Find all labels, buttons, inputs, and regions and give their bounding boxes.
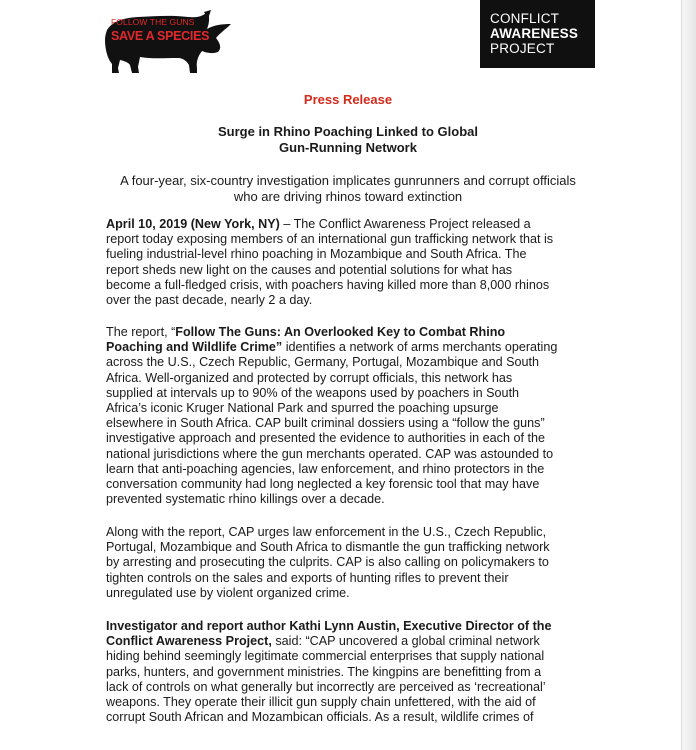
paragraph-text: Africa. Well-organized and protected by corrupt officials, this network has <box>106 370 513 385</box>
rhino-logo-line2: SAVE A SPECIES <box>111 29 210 43</box>
cap-logo-line3: PROJECT <box>490 41 555 56</box>
cap-logo-line2: AWARENESS <box>490 26 579 41</box>
paragraph-quote <box>106 619 586 725</box>
author-credit: Conflict Awareness Project, <box>106 634 272 649</box>
follow-the-guns-logo <box>104 10 234 75</box>
subheadline <box>0 173 696 205</box>
cap-logo-line1: CONFLICT <box>490 11 560 26</box>
paragraph-text: report today exposing members of an international gun trafficking network that is <box>106 232 554 247</box>
conflict-awareness-project-logo <box>480 0 595 68</box>
paragraph-text: prevented systematic rhino killings over a decade. <box>106 492 385 507</box>
paragraph-urges <box>106 525 586 601</box>
report-title: Poaching and Wildlife Crime” <box>106 340 283 355</box>
paragraph-text: supplied at intervals up to 90% of the weapons used by poachers in South <box>106 385 520 400</box>
press-release-label: Press Release <box>303 92 393 107</box>
paragraph-text: parks, hunters, and government ministries. The kingpins are benefitting from a <box>106 664 542 679</box>
paragraph-text: The report, “ <box>106 325 176 339</box>
paragraph-text: Portugal, Mozambique and South Africa to dismantle the gun trafficking network <box>106 540 550 555</box>
paragraph-text: – The Conflict Awareness Project released a <box>279 217 531 231</box>
paragraph-text: identifies a network of arms merchants operating <box>282 340 558 355</box>
headline-line1: Surge in Rhino Poaching Linked to Global <box>217 124 478 139</box>
paragraph-text: lack of controls on what generally but incorrectly are perceived as ‘recreational’ <box>106 679 546 694</box>
paragraph-text: said: “CAP uncovered a global criminal network <box>271 634 540 649</box>
paragraph-text: hiding behind seemingly legitimate commercial enterprises that supply national <box>106 649 545 664</box>
paragraph-text: learn that anti-poaching agencies, law enforcement, and rhino protectors in the <box>106 461 545 476</box>
paragraph-text: fueling industrial-level rhino poaching in Mozambique and South Africa. The <box>106 247 527 262</box>
paragraph-text: over the past decade, nearly 2 a day. <box>106 293 313 308</box>
paragraph-text: Along with the report, CAP urges law enforcement in the U.S., Czech Republic, <box>106 525 547 539</box>
subheadline-line1: A four-year, six-country investigation implicates gunrunners and corrupt officials <box>120 173 576 188</box>
paragraph-text: weapons. They operate their illicit gun supply chain unfettered, with the aid of <box>106 695 536 710</box>
paragraph-text: report sheds new light on the causes and potential solutions for what has <box>106 262 513 277</box>
page-edge-shadow <box>681 0 696 750</box>
rhino-logo-line1: FOLLOW THE GUNS <box>111 17 195 27</box>
dateline: April 10, 2019 (New York, NY) <box>106 217 280 231</box>
headline-line2: Gun-Running Network <box>279 140 417 155</box>
subheadline-line2: who are driving rhinos toward extinction <box>233 189 463 204</box>
paragraph-text: tighten controls on the sales and exports of hunting rifles to prevent their <box>106 570 509 585</box>
paragraph-text: unregulated use by violent organized crime. <box>106 585 350 600</box>
headline <box>0 124 696 156</box>
paragraph-dateline <box>106 217 586 308</box>
paragraph-report <box>106 325 586 507</box>
paragraph-text: become a full-fledged crisis, with poachers having killed more than 8,000 rhinos <box>106 277 550 292</box>
paragraph-text: Africa’s iconic Kruger National Park and spurred the poaching upsurge <box>106 401 499 416</box>
paragraph-text: corrupt South African and Mozambican officials. As a result, wildlife crimes of <box>106 710 534 725</box>
paragraph-text: national jurisdictions where the gun merchants operated. CAP was astounded to <box>106 446 554 461</box>
paragraph-text: elsewhere in South Africa. CAP built criminal dossiers using a “follow the guns” <box>106 416 545 431</box>
paragraph-text: investigative approach and presented the evidence to authorities in each of the <box>106 431 545 446</box>
paragraph-text: conversation community had long neglected a key forensic tool that may have <box>106 477 540 492</box>
paragraph-text: across the U.S., Czech Republic, Germany, Portugal, Mozambique and South <box>106 355 540 370</box>
report-title: Follow The Guns: An Overlooked Key to Combat Rhino <box>175 325 506 339</box>
paragraph-text: by arresting and prosecuting the culprits. CAP is also calling on policymakers to <box>106 555 549 570</box>
author-credit: Investigator and report author Kathi Lynn Austin, Executive Director of the <box>106 619 552 633</box>
